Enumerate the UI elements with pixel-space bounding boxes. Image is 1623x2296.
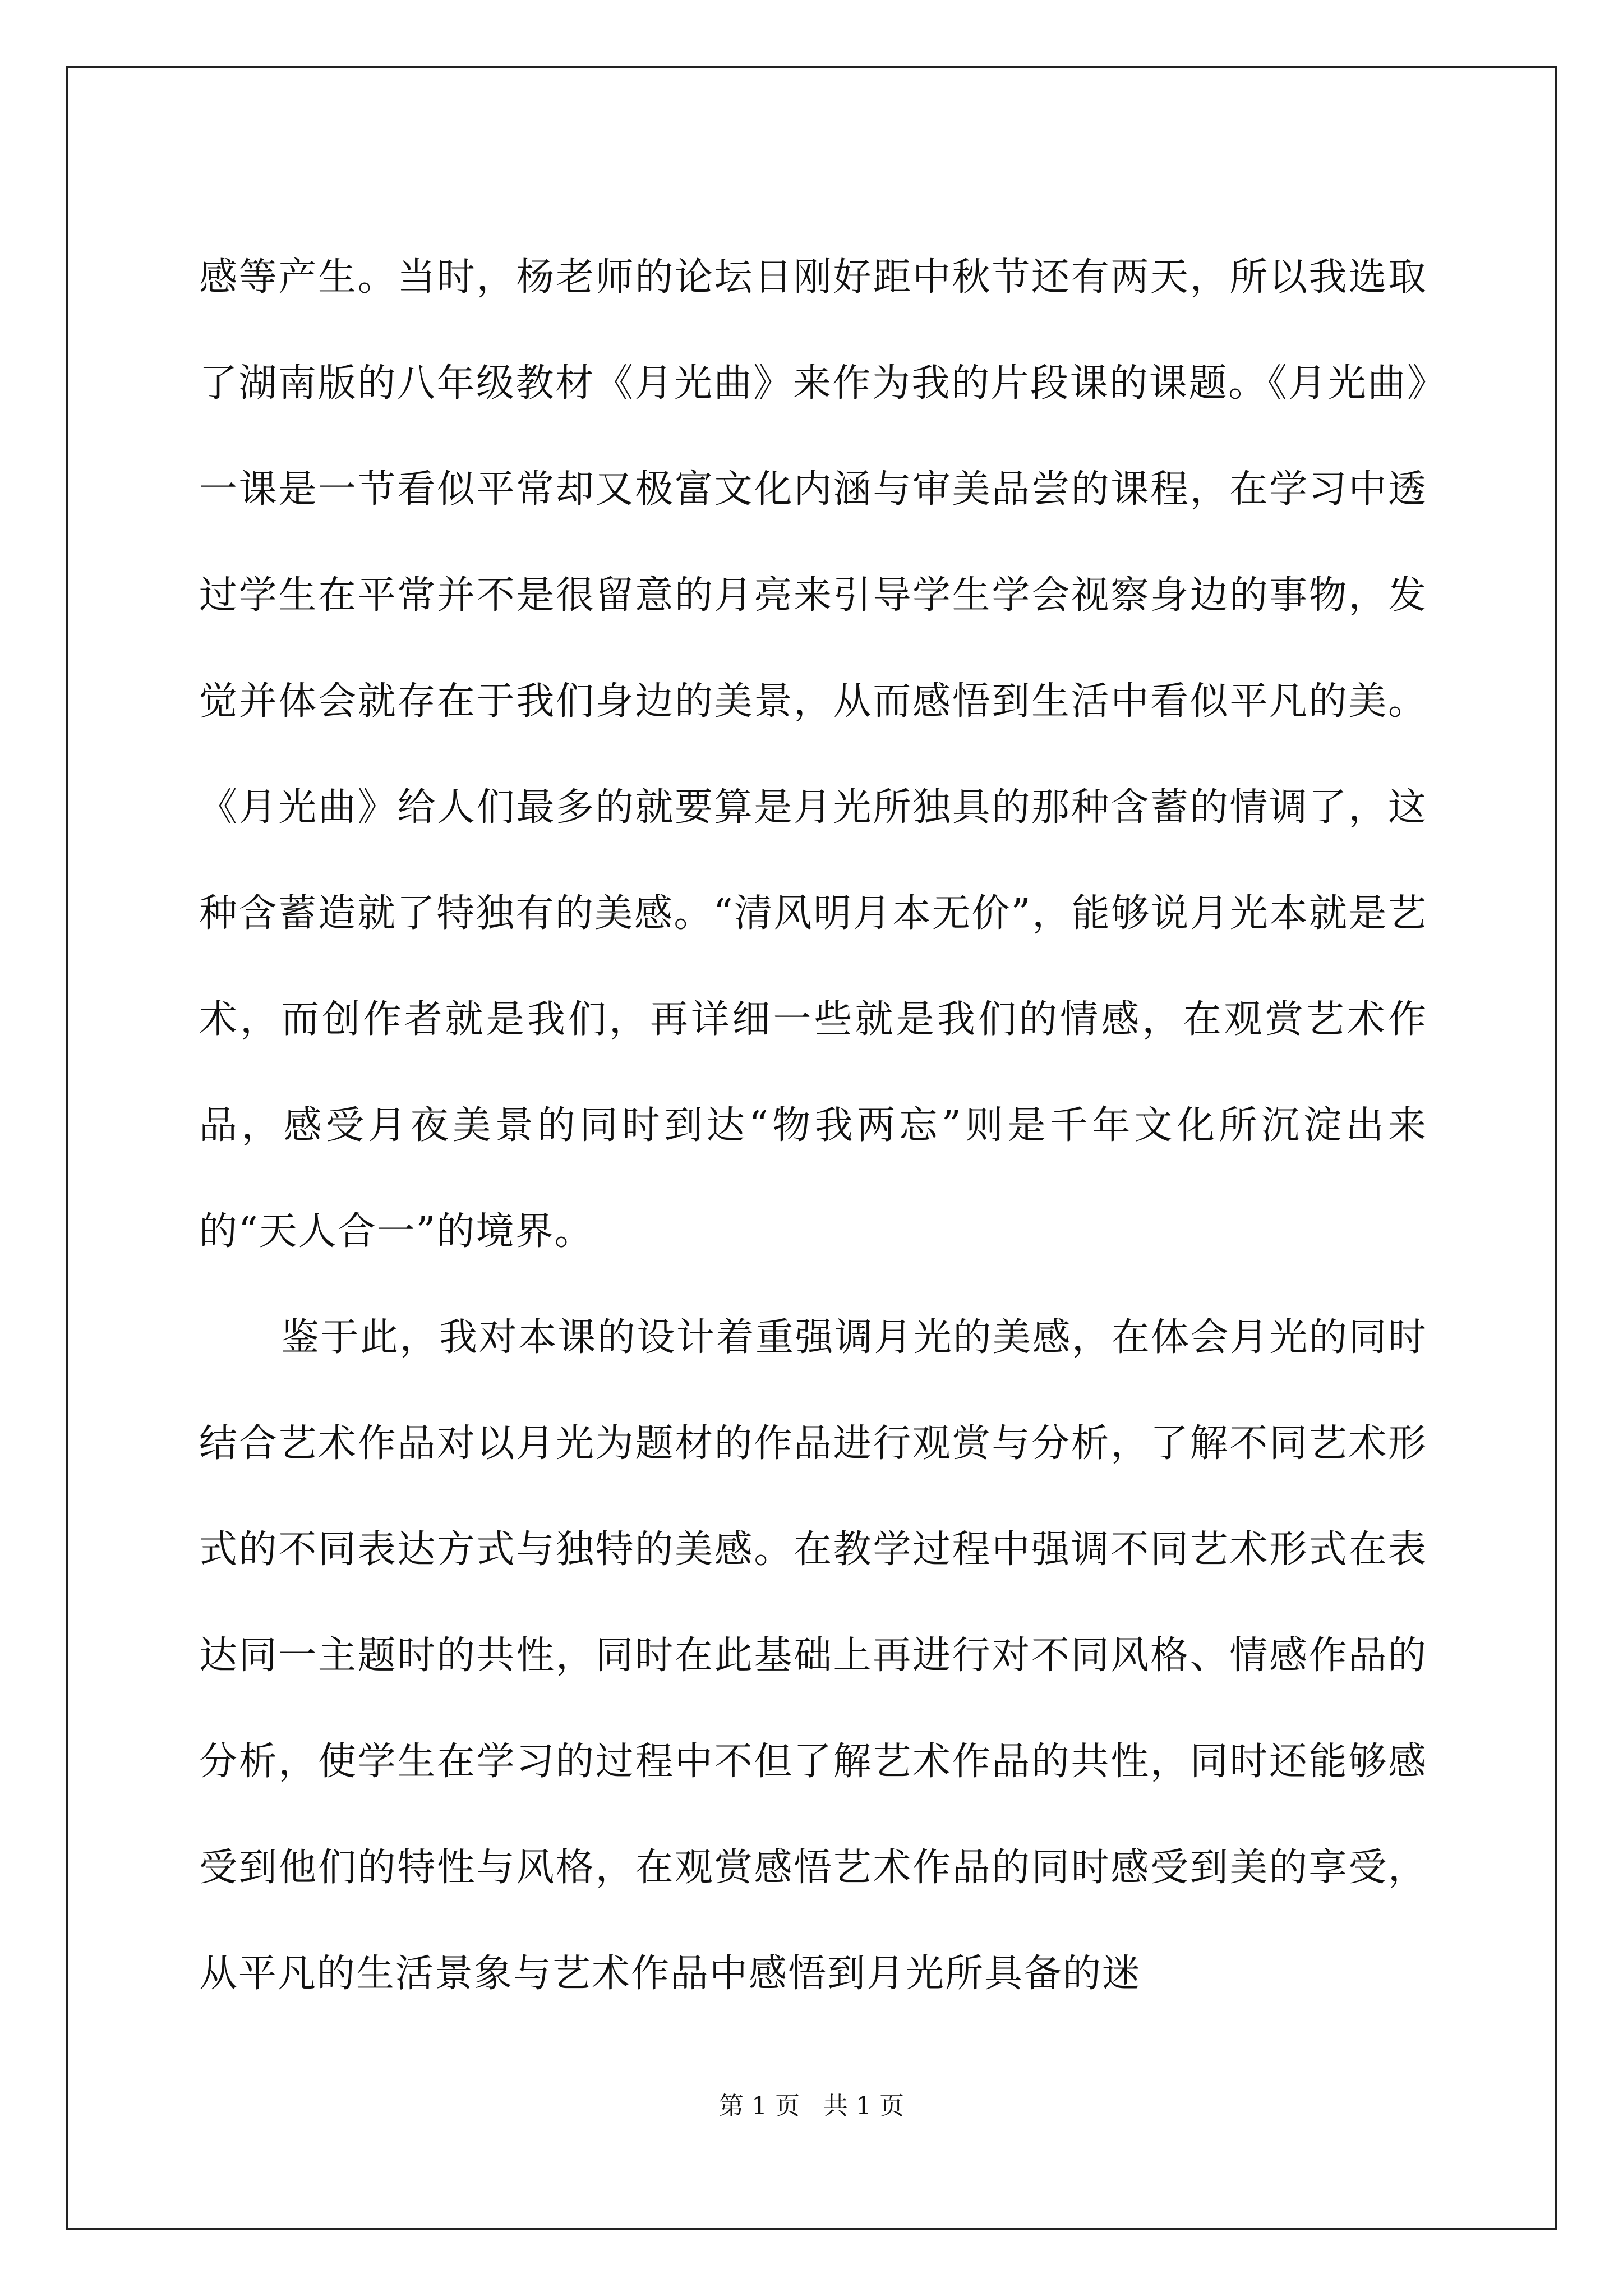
page-total-label: 共 1 页 xyxy=(823,2092,904,2120)
paragraph-2: 鉴于此，我对本课的设计着重强调月光的美感，在体会月光的同时结合艺术作品对以月光为题材的作品进行观赏与分析，了解不同艺术形式的不同表达方式与独特的美感。在教学过程中强调不同艺术形式在表达同一主题时的共性，同时在此基础上再进行对不同风格、情感作品的分析，使学生在学习的过程中不但了解艺术作品的共性，同时还能够感受到他们的特性与风格，在观赏感悟艺术作品的同时感受到美的享受，从平凡的生活景象与艺术作品中感悟到月光所具备的迷 xyxy=(199,1315,1427,1996)
document-body xyxy=(199,224,1427,2027)
footer-gap xyxy=(800,2092,823,2120)
page-footer xyxy=(0,2090,1623,2123)
paragraph-1: 感等产生。当时，杨老师的论坛日刚好距中秋节还有两天，所以我选取了湖南版的八年级教材《月光曲》来作为我的片段课的课题。《月光曲》一课是一节看似平常却又极富文化内涵与审美品尝的课程，在学习中透过学生在平常并不是很留意的月亮来引导学生学会视察身边的事物，发觉并体会就存在于我们身边的美景，从而感悟到生活中看似平凡的美。《月光曲》给人们最多的就要算是月光所独具的那种含蓄的情调了，这种含蓄造就了特独有的美感。“清风明月本无价”，能够说月光本就是艺术，而创作者就是我们，再详细一些就是我们的情感，在观赏艺术作品，感受月夜美景的同时到达“物我两忘”则是千年文化所沉淀出来的“天人合一”的境界。 xyxy=(199,255,1427,1254)
page-number-label: 第 1 页 xyxy=(719,2092,800,2120)
